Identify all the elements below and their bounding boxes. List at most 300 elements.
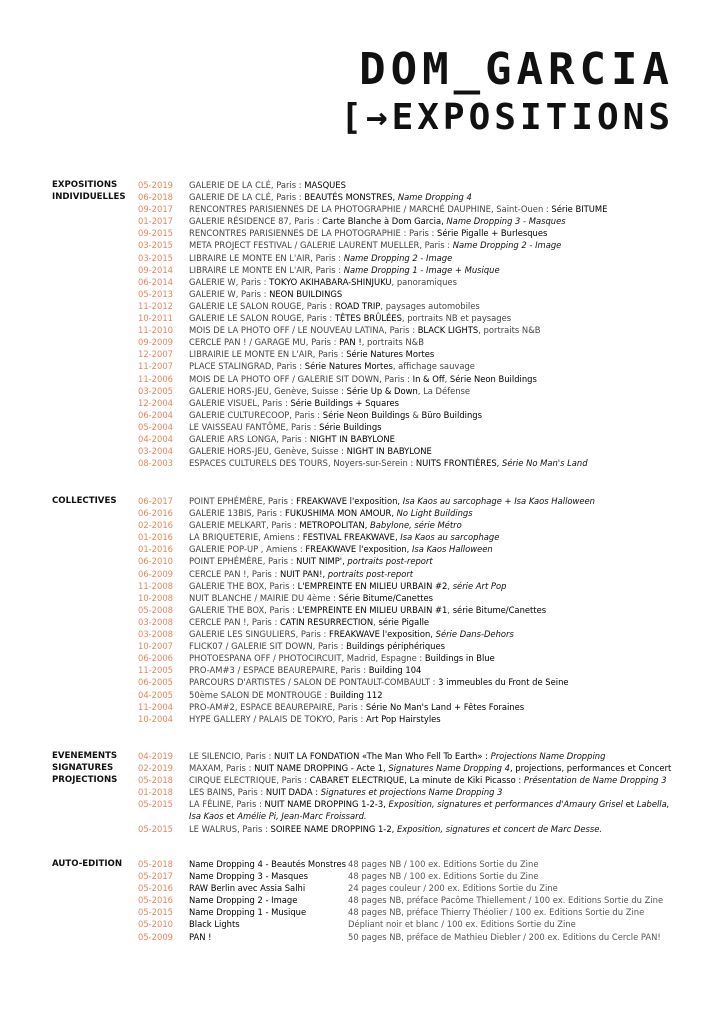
list-item <box>0 360 724 372</box>
entry-text <box>189 555 433 567</box>
list-item <box>0 858 724 870</box>
entry-text <box>189 774 667 786</box>
entry-text <box>189 568 413 580</box>
entry-text <box>189 701 524 713</box>
entry-date: 04-2004 <box>138 433 173 444</box>
entry-text-part: POINT EPHÉMÈRE, Paris : <box>189 496 297 506</box>
entry-text <box>189 252 452 264</box>
entry-date: 10-2008 <box>138 592 173 603</box>
entry-text-part: LIBRAIRE LE MONTE EN L'AIR, Paris : <box>189 252 344 263</box>
entry-text-part: GALERIE DE LA CLÉ, Paris : <box>189 192 305 203</box>
entry-date: 05-2019 <box>138 180 173 190</box>
section-label-line: SIGNATURES <box>52 763 114 773</box>
entry-date: 05-2004 <box>138 421 173 432</box>
entry-text <box>189 543 493 555</box>
page-title: DOM_GARCIA <box>359 44 674 95</box>
entry-text-part: Amélie Pi, Jean-Marc Froissard. <box>237 811 367 822</box>
entry-text-part: Série Bitume/Canettes <box>338 592 434 603</box>
entry-text-part: Building 112 <box>329 689 383 700</box>
list-item <box>0 300 724 312</box>
entry-text-part: , <box>444 373 450 384</box>
entry-text-part: NEON BUILDINGS <box>269 288 343 299</box>
entry-text-part: Babylone, série Métro <box>370 520 462 531</box>
section-individuelles <box>0 179 724 469</box>
entry-date: 06-2005 <box>138 677 173 688</box>
entry-text <box>189 421 382 433</box>
entry-text-part: L'EMPREINTE EN MILIEU URBAIN #1 <box>297 604 448 615</box>
entry-date: 10-2011 <box>138 313 173 324</box>
entry-text-part: Art Pop Hairstyles <box>366 713 441 724</box>
entry-text <box>189 264 500 276</box>
edition-title: PAN ! <box>189 931 212 942</box>
edition-title: Black Lights <box>189 919 240 930</box>
list-item <box>0 592 724 604</box>
list-item <box>0 239 724 251</box>
entry-text-part: LIBRAIRIE LE MONTE EN L'AIR, Paris : <box>189 349 347 360</box>
list-item <box>0 264 724 276</box>
entry-date: 03-2008 <box>138 629 173 640</box>
entry-text <box>189 580 506 592</box>
section-label-line: EXPOSITIONS <box>52 180 118 190</box>
entry-text-part: portraits post-report <box>327 568 414 579</box>
entry-date: 05-2016 <box>138 895 173 906</box>
entry-date: 11-2008 <box>138 580 173 591</box>
entry-date: 10-2004 <box>138 713 173 724</box>
entry-text-part: Labella, <box>636 799 670 810</box>
entry-date: 03-2015 <box>138 252 173 263</box>
entry-text-part: GALERIE LE SALON ROUGE, Paris : <box>189 313 335 324</box>
entry-date: 05-2016 <box>138 883 173 894</box>
entry-text <box>189 457 588 469</box>
list-item <box>0 276 724 288</box>
entry-text-part: Isa Kaos <box>189 811 224 822</box>
section-label-line: EVENEMENTS <box>52 751 118 761</box>
entry-text <box>189 360 475 372</box>
entry-text <box>189 348 434 360</box>
entry-text <box>189 385 470 397</box>
entry-text-part: Isa Kaos au sarcophage <box>400 532 500 543</box>
entry-text-part: Série No Man's Land <box>502 458 588 469</box>
entry-text-part: LE VAISSEAU FANTÔME, Paris : <box>189 421 320 432</box>
entry-date: 11-2010 <box>138 325 173 336</box>
entry-text-part: CIRQUE ELECTRIQUE, Paris : <box>189 775 310 786</box>
entry-date: 05-2015 <box>138 907 173 918</box>
entry-date: 12-2004 <box>138 397 173 408</box>
entry-text <box>189 239 561 251</box>
entry-text-part: SOIREE NAME DROPPING 1-2, <box>270 823 397 834</box>
list-item <box>0 870 724 882</box>
entry-date: 06-2010 <box>138 556 173 567</box>
entry-text-part: HYPE GALLERY / PALAIS DE TOKYO, Paris : <box>189 713 367 724</box>
entry-date: 09-2014 <box>138 264 173 275</box>
entry-text-part: FUKUSHIMA MON AMOUR, <box>285 508 397 519</box>
entry-text <box>189 531 499 543</box>
entry-text-part: Exposition, signatures et performances d'Amaury Grisel <box>388 799 623 810</box>
entry-text <box>189 592 433 604</box>
list-item <box>0 931 724 943</box>
edition-description: 24 pages couleur / 200 ex. Editions Sortie du Zine <box>348 883 558 894</box>
entry-date: 11-2012 <box>138 300 173 311</box>
list-item <box>0 215 724 227</box>
entry-text-part: FREAKWAVE l'exposition, <box>329 629 436 640</box>
section-label-line: COLLECTIVES <box>52 496 117 506</box>
entry-text <box>189 312 511 324</box>
entry-text-part: CABARET ELECTRIQUE, La minute de Kiki Picasso : <box>309 775 524 786</box>
entry-text-part: MAXAM, Paris : <box>189 763 255 774</box>
entry-date: 05-2015 <box>138 823 173 834</box>
edition-title: Name Dropping 4 - Beautés Monstres <box>189 859 347 869</box>
entry-text-part: 50ème SALON DE MONTROUGE : <box>189 689 330 700</box>
list-item <box>0 252 724 264</box>
entry-date: 06-2018 <box>138 192 173 203</box>
edition-title: Name Dropping 1 - Musique <box>189 907 307 918</box>
list-item <box>0 203 724 215</box>
entry-date: 01-2016 <box>138 532 173 543</box>
entry-text-part: Building 104 <box>368 665 422 676</box>
entry-text-part: NIGHT IN BABYLONE <box>309 433 395 444</box>
list-item <box>0 336 724 348</box>
list-item <box>0 531 724 543</box>
edition-title: Name Dropping 2 - Image <box>189 895 298 906</box>
entry-text-part: PARCOURS D'ARTISTES / SALON DE PONTAULT-COMBAULT : <box>189 677 439 688</box>
entry-date: 09-2009 <box>138 337 173 348</box>
entry-text-part: Série Neon Buildings <box>449 373 537 384</box>
entry-date: 05-2008 <box>138 604 173 615</box>
list-item <box>0 604 724 616</box>
entry-date: 01-2018 <box>138 787 173 798</box>
list-item <box>0 906 724 918</box>
list-item <box>0 810 724 822</box>
list-item <box>0 786 724 798</box>
list-item <box>0 445 724 457</box>
entry-text-part: CERCLE PAN !, Paris : <box>189 616 280 627</box>
entry-text-part: , La Défense <box>417 385 471 396</box>
entry-text <box>189 810 367 822</box>
list-item <box>0 882 724 894</box>
entry-text <box>189 397 399 409</box>
edition-description: Dépliant noir et blanc / 100 ex. Editions Sortie du Zine <box>348 919 576 930</box>
entry-text-part: META PROJECT FESTIVAL / GALERIE LAURENT MUELLER, Paris : <box>189 240 453 251</box>
section-auto-edition <box>0 858 724 943</box>
list-item <box>0 823 724 835</box>
list-item <box>0 640 724 652</box>
entry-text-part: GALERIE POP-UP , Amiens : <box>189 544 306 555</box>
entry-text-part: & <box>409 409 422 420</box>
entry-text-part: TÊTES BRÛLÉES <box>334 313 402 324</box>
entry-text-part: , <box>447 580 453 591</box>
entry-text-part: série Pigalle <box>378 616 430 627</box>
entry-date: 10-2007 <box>138 641 173 652</box>
entry-text-part: TOKYO AKIHABARA-SHINJUKU <box>269 276 392 287</box>
entry-text-part: L'EMPREINTE EN MILIEU URBAIN #2 <box>297 580 448 591</box>
entry-text-part: , <box>447 604 453 615</box>
entry-text <box>189 689 383 701</box>
section-label-line: PROJECTIONS <box>52 775 118 785</box>
list-item <box>0 433 724 445</box>
entry-text-part: METROPOLITAN, <box>299 520 371 531</box>
entry-date: 03-2015 <box>138 240 173 251</box>
entry-text-part: GALERIE HORS-JEU, Genève, Suisse : <box>189 446 347 457</box>
entry-date: 11-2004 <box>138 701 173 712</box>
entry-text <box>189 750 605 762</box>
entry-text-part: Projections Name Dropping <box>490 751 606 761</box>
entry-text-part: NUIT BLANCHE / MAIRIE DU 4ème : <box>189 592 339 603</box>
list-item <box>0 397 724 409</box>
entry-text-part: CERCLE PAN !, Paris : <box>189 568 280 579</box>
entry-text-part: Name Dropping 4 <box>397 192 472 203</box>
entry-text-part: , paysages automobiles <box>380 300 480 311</box>
entry-date: 03-2004 <box>138 446 173 457</box>
entry-text-part: Série Pigalle + Burlesques <box>437 228 548 239</box>
entry-text-part: Name Dropping 1 - Image + Musique <box>343 264 500 275</box>
entry-date: 06-2006 <box>138 653 173 664</box>
entry-date: 03-2005 <box>138 385 173 396</box>
entry-date: 11-2007 <box>138 361 173 372</box>
list-item <box>0 385 724 397</box>
entry-text <box>189 616 429 628</box>
list-item <box>0 664 724 676</box>
entry-text-part: FLICK07 / GALERIE SIT DOWN, Paris : <box>189 641 347 652</box>
list-item <box>0 652 724 664</box>
list-item <box>0 312 724 324</box>
entry-text-part: Signatures Name Dropping 4 <box>388 763 510 774</box>
entry-text <box>189 676 569 688</box>
list-item <box>0 689 724 701</box>
entry-date: 01-2016 <box>138 544 173 555</box>
entry-text-part: NUIT NAME DROPPING 1-2-3, <box>264 799 389 810</box>
entry-date: 05-2017 <box>138 871 173 882</box>
entry-text-part: Isa Kaos Halloween <box>411 544 493 555</box>
entry-date: 05-2018 <box>138 859 173 869</box>
entry-text-part: RENCONTRES PARISIENNES DE LA PHOTOGRAPHIE / MARCHÉ DAUPHINE, Saint-Ouen : <box>189 204 552 215</box>
entry-text-part: GALERIE CULTURECOOP, Paris : <box>189 409 323 420</box>
entry-text-part: Isa Kaos au sarcophage + Isa Kaos Halloween <box>402 496 595 506</box>
list-item <box>0 348 724 360</box>
entry-text-part: ROAD TRIP <box>334 300 381 311</box>
entry-text-part: PRO-AM#3 / ESPACE BEAUREPAIRE, Paris : <box>189 665 369 676</box>
section-label-line: INDIVIDUELLES <box>52 192 126 202</box>
section-collectives <box>0 495 724 725</box>
edition-description: 48 pages NB, préface Thierry Théolier / 100 ex. Editions Sortie du Zine <box>348 907 645 918</box>
entry-text-part: Name Dropping 3 - Masques <box>446 216 566 227</box>
entry-text <box>189 433 395 445</box>
entry-text-part: LES BAINS, Paris : <box>189 787 266 798</box>
entry-date: 05-2018 <box>138 775 173 786</box>
entry-text <box>189 786 502 798</box>
entry-text <box>189 445 432 457</box>
list-item <box>0 580 724 592</box>
edition-description: 48 pages NB / 100 ex. Editions Sortie du Zine <box>348 871 539 882</box>
entry-text <box>189 519 462 531</box>
list-item <box>0 324 724 336</box>
entry-date: 11-2006 <box>138 373 173 384</box>
entry-text-part: RENCONTRES PARISIENNES DE LA PHOTOGRAPHIE : Paris : <box>189 228 438 239</box>
entry-text <box>189 604 546 616</box>
entry-date: 06-2014 <box>138 276 173 287</box>
entry-text <box>189 823 602 835</box>
entry-date: 01-2017 <box>138 216 173 227</box>
entry-text-part: NUIT NIMP', <box>296 556 348 567</box>
list-item <box>0 713 724 725</box>
entry-text-part: GALERIE THE BOX, Paris : <box>189 604 298 615</box>
entry-date: 12-2007 <box>138 349 173 360</box>
entry-text <box>189 288 342 300</box>
entry-text <box>189 798 669 810</box>
entry-text-part: Signatures et projections Name Dropping 3 <box>320 787 503 798</box>
entry-date: 06-2016 <box>138 508 173 519</box>
entry-text <box>189 664 421 676</box>
entry-text-part: Carte Blanche à Dom Garcia, <box>322 216 447 227</box>
entry-date: 04-2005 <box>138 689 173 700</box>
list-item <box>0 373 724 385</box>
entry-text-part: , <box>373 616 379 627</box>
entry-text-part: Exposition, signatures et concert de Marc Desse. <box>396 823 603 834</box>
entry-date: 05-2015 <box>138 799 173 810</box>
entry-text <box>189 652 495 664</box>
entry-text-part: GALERIE ARS LONGA, Paris : <box>189 433 310 444</box>
entry-date: 08-2003 <box>138 458 173 469</box>
entry-text-part: Série Natures Mortes <box>304 361 393 372</box>
entry-date: 05-2010 <box>138 919 173 930</box>
entry-text-part: série Art Pop <box>452 580 507 591</box>
entry-text-part: Série Natures Mortes <box>346 349 435 360</box>
entry-text <box>189 409 482 421</box>
entry-text-part: GALERIE HORS-JEU, Genève, Suisse : <box>189 385 347 396</box>
entry-text-part: Büro Buildings <box>421 409 482 420</box>
list-item <box>0 421 724 433</box>
list-item <box>0 409 724 421</box>
entry-text-part: , portraits N&B <box>478 325 541 336</box>
entry-text-part: 3 immeubles du Front de Seine <box>438 677 569 688</box>
entry-text-part: Buildings périphériques <box>346 641 446 652</box>
entry-text <box>189 640 445 652</box>
page-subtitle: [→EXPOSITIONS <box>340 97 674 138</box>
entry-text-part: No Light Buildings <box>396 508 473 519</box>
entry-text-part: LE WALRUS, Paris : <box>189 823 271 834</box>
entry-text-part: Présentation de Name Dropping 3 <box>523 775 667 786</box>
entry-date: 03-2008 <box>138 616 173 627</box>
entry-text-part: et <box>622 799 637 810</box>
entry-text-part: NUIT LA FONDATION «The Man Who Fell To Earth» : <box>273 751 491 761</box>
entry-text <box>189 300 480 312</box>
entry-date: 09-2017 <box>138 204 173 215</box>
entry-text-part: Buildings in Blue <box>424 653 495 664</box>
entry-text <box>189 215 566 227</box>
entry-text-part: NUIT PAN!, <box>279 568 328 579</box>
entry-text-part: FREAKWAVE l'exposition, <box>296 496 403 506</box>
entry-text-part: LE SILENCIO, Paris : <box>189 751 274 761</box>
entry-text-part: FREAKWAVE l'exposition, <box>305 544 412 555</box>
list-item <box>0 507 724 519</box>
entry-text <box>189 762 671 774</box>
list-item <box>0 616 724 628</box>
entry-text-part: GALERIE VISUEL, Paris : <box>189 397 291 408</box>
entry-date: 06-2017 <box>138 496 173 506</box>
entry-text-part: GALERIE W, Paris : <box>189 276 270 287</box>
entry-text-part: PLACE STALINGRAD, Paris : <box>189 361 305 372</box>
entry-date: 04-2019 <box>138 751 173 761</box>
entry-text-part: GALERIE 13BIS, Paris : <box>189 508 286 519</box>
list-item <box>0 179 724 191</box>
list-item <box>0 894 724 906</box>
entry-text <box>189 628 514 640</box>
entry-text-part: GALERIE DE LA CLÉ, Paris : <box>189 180 305 190</box>
entry-text-part: et <box>223 811 238 822</box>
entry-text-part: NUITS FRONTIÈRES, <box>415 458 503 469</box>
entry-text-part: CERCLE PAN ! / GARAGE MU, Paris : <box>189 337 340 348</box>
entry-text-part: , portraits N&B <box>361 337 424 348</box>
entry-text-part: BLACK LIGHTS <box>417 325 479 336</box>
edition-description: 50 pages NB, préface de Mathieu Diebler / 200 ex. Editions du Cercle PAN! <box>348 931 661 942</box>
entry-text-part: MASQUES <box>304 180 346 190</box>
entry-date: 06-2009 <box>138 568 173 579</box>
list-item <box>0 227 724 239</box>
entry-text-part: Série BITUME <box>551 204 608 215</box>
entry-text-part: CATIN RESURRECTION <box>279 616 374 627</box>
list-item <box>0 568 724 580</box>
entry-text-part: , portraits NB et paysages <box>401 313 512 324</box>
entry-text-part: NIGHT IN BABYLONE <box>346 446 432 457</box>
entry-text <box>189 373 537 385</box>
list-item <box>0 519 724 531</box>
entry-text-part: portraits post-report <box>347 556 433 567</box>
entry-text-part: Name Dropping 2 - Image <box>343 252 453 263</box>
entry-date: 05-2009 <box>138 931 173 942</box>
list-item <box>0 495 724 507</box>
entry-text-part: Série Up & Down <box>346 385 418 396</box>
entry-text-part: GALERIE W, Paris : <box>189 288 270 299</box>
list-item <box>0 288 724 300</box>
entry-date: 02-2019 <box>138 763 173 774</box>
entry-text-part: PAN ! <box>339 337 362 348</box>
entry-text <box>189 179 346 191</box>
entry-text-part: NUIT NAME DROPPING - Acte 1, <box>254 763 389 774</box>
entry-text-part: LA FÉLINE, Paris : <box>189 799 265 810</box>
list-item <box>0 701 724 713</box>
entry-text <box>189 336 424 348</box>
list-item <box>0 676 724 688</box>
entry-text-part: Série Neon Buildings <box>322 409 410 420</box>
entry-text-part: série Bitume/Canettes <box>452 604 547 615</box>
entry-date: 05-2013 <box>138 288 173 299</box>
entry-text <box>189 324 540 336</box>
entry-date: 09-2015 <box>138 228 173 239</box>
edition-description: 48 pages NB, préface Pacôme Thiellement / 100 ex. Editions Sortie du Zine <box>348 895 664 906</box>
entry-text-part: GALERIE LE SALON ROUGE, Paris : <box>189 300 335 311</box>
entry-text-part: NUIT DADA : <box>265 787 321 798</box>
entry-text-part: Série Buildings + Squares <box>290 397 400 408</box>
entry-text-part: PRO-AM#2, ESPACE BEAUREPAIRE, Paris : <box>189 701 366 712</box>
section-evenements <box>0 750 724 835</box>
entry-text-part: Name Dropping 2 - Image <box>452 240 562 251</box>
entry-text-part: PHOTOESPANA OFF / PHOTOCIRCUIT, Madrid, Espagne : <box>189 653 425 664</box>
section-label-line: AUTO-EDITION <box>52 859 123 869</box>
entry-text-part: GALERIE LES SINGULIERS, Paris : <box>189 629 329 640</box>
entry-text <box>189 507 473 519</box>
edition-description: 48 pages NB / 100 ex. Editions Sortie du Zine <box>348 859 539 869</box>
entry-text <box>189 227 547 239</box>
entry-text-part: ESPACES CULTURELS DES TOURS, Noyers-sur-Serein : <box>189 458 416 469</box>
entry-text <box>189 276 457 288</box>
entry-text-part: MOIS DE LA PHOTO OFF / GALERIE SIT DOWN, Paris : <box>189 373 413 384</box>
entry-text-part: , projections, performances et Concert <box>509 763 672 774</box>
entry-text-part: POINT EPHÉMÈRE, Paris : <box>189 556 297 567</box>
entry-text-part: , panoramiques <box>391 276 457 287</box>
entry-date: 11-2005 <box>138 665 173 676</box>
entry-text <box>189 713 441 725</box>
entry-text-part: FESTIVAL FREAKWAVE, <box>302 532 401 543</box>
entry-text-part: , affichage sauvage <box>392 361 475 372</box>
